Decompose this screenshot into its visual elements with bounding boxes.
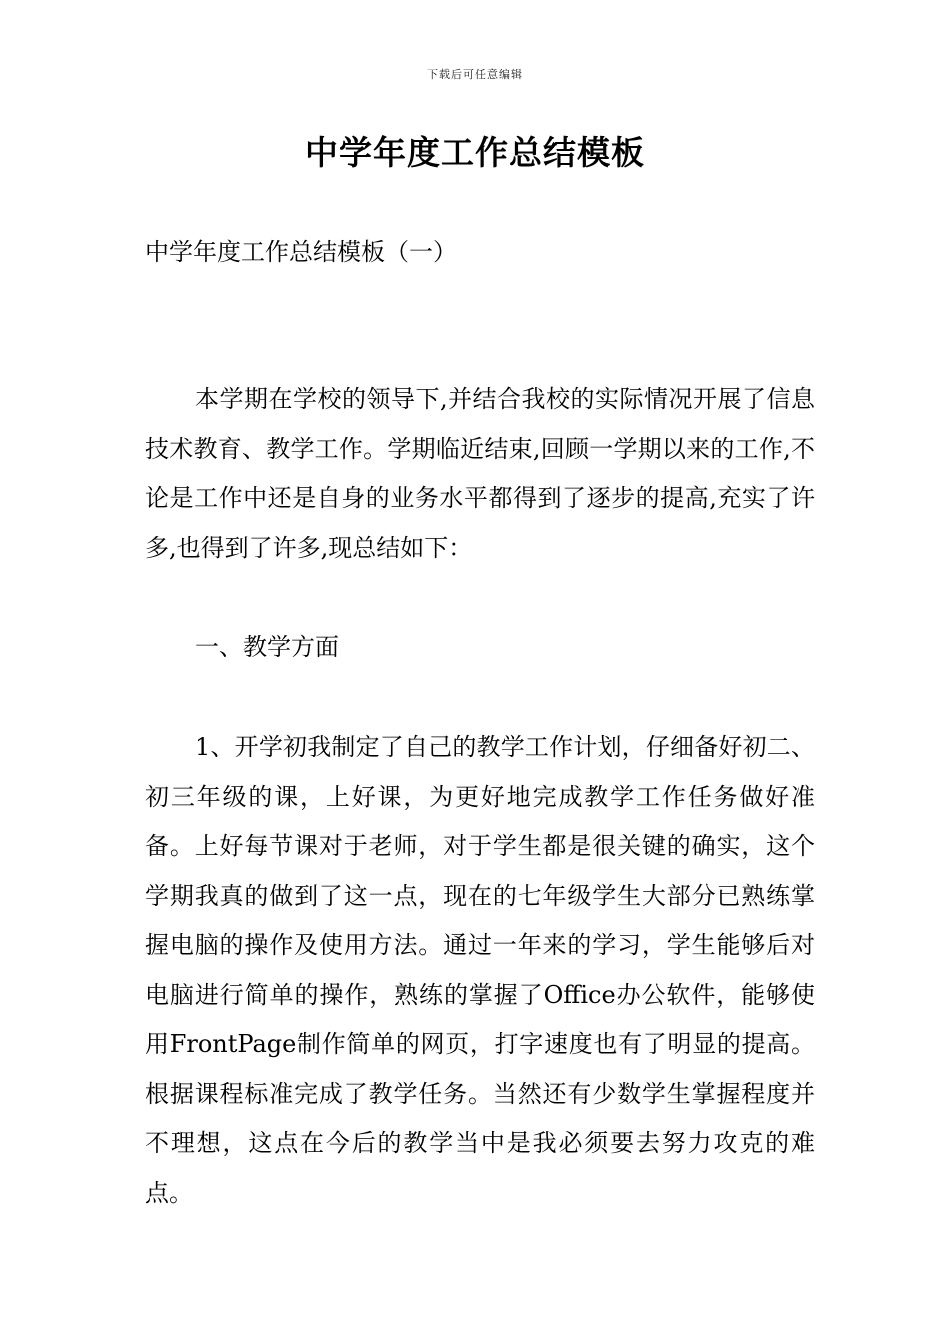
document-subtitle: 中学年度工作总结模板（一）: [145, 238, 457, 266]
section-heading-teaching: 一、教学方面: [195, 633, 339, 661]
teaching-paragraph-1: 1、开学初我制定了自己的教学工作计划，仔细备好初二、初三年级的课，上好课，为更好地完成教学工作任务做好准备。上好每节课对于老师，对于学生都是很关键的确实，这个学期我真的做到了这一点，现在的七年级学生大部分已熟练掌握电脑的操作及使用方法。通过一年来的学习，学生能够后对电脑进行简单的操作，熟练的掌握了Office办公软件，能够使用FrontPage制作简单的网页，打字速度也有了明显的提高。根据课程标准完成了教学任务。当然还有少数学生掌握程度并不理想，这点在今后的教学当中是我必须要去努力攻克的难点。: [145, 733, 815, 1207]
intro-paragraph: 本学期在学校的领导下,并结合我校的实际情况开展了信息技术教育、教学工作。学期临近结束,回顾一学期以来的工作,不论是工作中还是自身的业务水平都得到了逐步的提高,充实了许多,也得到了许多,现总结如下：: [145, 385, 815, 562]
document-title: 中学年度工作总结模板: [305, 133, 645, 172]
header-note: 下载后可任意编辑: [427, 68, 523, 81]
